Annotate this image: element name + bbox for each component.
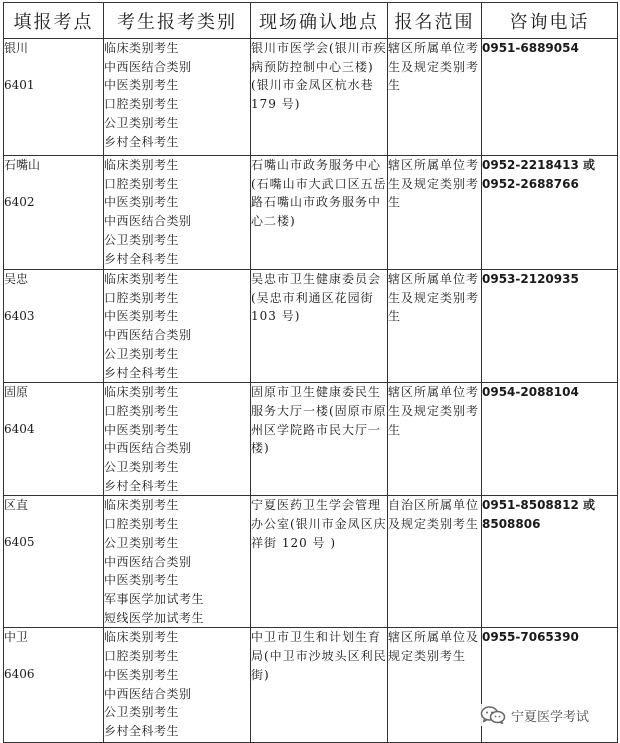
phone-cell: 0951-6889054 — [482, 39, 618, 156]
category-item: 公卫类别考生 — [104, 346, 180, 361]
region-cell — [4, 496, 104, 628]
header-category: 考生报考类别 — [104, 3, 251, 39]
category-item: 中医类别考生 — [104, 195, 180, 210]
category-item: 乡村全科考生 — [104, 478, 180, 493]
header-exam-site: 填报考点 — [4, 3, 104, 39]
phone-cell: 0955-7065390 — [482, 628, 618, 743]
region-name: 中卫 — [4, 630, 29, 645]
table-row — [4, 39, 618, 156]
category-item: 乡村全科考生 — [104, 723, 180, 738]
header-confirm-location: 现场确认地点 — [251, 3, 388, 39]
region-code: 6401 — [4, 77, 35, 92]
category-item: 口腔类别考生 — [104, 517, 180, 532]
scope-cell: 辖区所属单位考生及规定类别考生 — [388, 270, 482, 383]
scope-cell: 辖区所属单位考生及规定类别考生 — [388, 156, 482, 270]
region-code: 6402 — [4, 194, 35, 209]
category-cell — [104, 496, 251, 628]
region-code: 6403 — [4, 308, 35, 323]
category-item: 临床类别考生 — [104, 385, 180, 400]
table-header-row — [4, 3, 618, 39]
region-name: 银川 — [4, 41, 29, 55]
table-row — [4, 383, 618, 496]
confirm-location-cell: 宁夏医药卫生学会管理办公室(银川市金凤区庆祥街 120 号 ) — [251, 496, 388, 628]
category-item: 临床类别考生 — [104, 630, 180, 645]
phone-cell: 0952-2218413 或 0952-2688766 — [482, 156, 618, 270]
category-item: 口腔类别考生 — [104, 403, 180, 418]
category-item: 中医类别考生 — [104, 422, 180, 437]
scope-cell: 自治区所属单位及规定类别考生 — [388, 496, 482, 628]
header-phone: 咨询电话 — [482, 3, 618, 39]
phone-cell: 0954-2088104 — [482, 383, 618, 496]
confirm-location-cell: 石嘴山市政务服务中心(石嘴山市大武口区五岳路石嘴山市政务服务中心二楼) — [251, 156, 388, 270]
region-name: 固原 — [4, 385, 29, 400]
watermark-text: 宁夏医学考试 — [511, 709, 590, 725]
category-item: 口腔类别考生 — [104, 97, 180, 112]
category-item: 公卫类别考生 — [104, 535, 180, 550]
region-code: 6406 — [4, 667, 35, 682]
category-item: 军事医学加试考生 — [104, 591, 205, 606]
category-item: 临床类别考生 — [104, 41, 180, 55]
region-cell — [4, 39, 104, 156]
category-item: 临床类别考生 — [104, 158, 180, 172]
confirm-location-cell: 银川市医学会(银川市疾病预防控制中心三楼)(银川市金凤区杭水巷 179 号) — [251, 39, 388, 156]
category-item: 中西医结合类别 — [104, 328, 192, 343]
region-cell — [4, 156, 104, 270]
confirm-location-cell: 中卫市卫生和计划生育局(中卫市沙坡头区利民街) — [251, 628, 388, 743]
category-item: 口腔类别考生 — [104, 649, 180, 664]
region-name: 吴忠 — [4, 272, 29, 286]
category-cell — [104, 383, 251, 496]
category-cell — [104, 156, 251, 270]
category-item: 中西医结合类别 — [104, 59, 192, 74]
category-item: 短线医学加试考生 — [104, 610, 205, 625]
category-cell — [104, 270, 251, 383]
category-item: 中医类别考生 — [104, 78, 180, 93]
category-item: 口腔类别考生 — [104, 290, 180, 305]
exam-registration-table — [3, 2, 618, 743]
category-item: 临床类别考生 — [104, 272, 180, 286]
category-item: 中医类别考生 — [104, 667, 180, 682]
confirm-location-cell: 吴忠市卫生健康委员会(吴忠市利通区花园街 103 号) — [251, 270, 388, 383]
table-row — [4, 496, 618, 628]
category-item: 公卫类别考生 — [104, 232, 180, 247]
category-item: 公卫类别考生 — [104, 115, 180, 130]
scope-cell: 辖区所属单位及规定类别考生 — [388, 628, 482, 743]
region-name: 区直 — [4, 498, 29, 513]
category-item: 口腔类别考生 — [104, 176, 180, 191]
phone-cell: 0953-2120935 — [482, 270, 618, 383]
category-cell — [104, 39, 251, 156]
category-cell — [104, 628, 251, 743]
region-cell — [4, 383, 104, 496]
region-code: 6405 — [4, 535, 35, 550]
region-name: 石嘴山 — [4, 158, 41, 172]
category-item: 中西医结合类别 — [104, 441, 192, 456]
category-item: 乡村全科考生 — [104, 365, 180, 380]
category-item: 公卫类别考生 — [104, 705, 180, 720]
phone-cell: 0951-8508812 或 8508806 — [482, 496, 618, 628]
category-item: 公卫类别考生 — [104, 460, 180, 475]
region-cell — [4, 270, 104, 383]
category-item: 乡村全科考生 — [104, 251, 180, 266]
category-item: 临床类别考生 — [104, 498, 180, 513]
category-item: 乡村全科考生 — [104, 134, 180, 149]
scope-cell: 辖区所属单位考生及规定类别考生 — [388, 39, 482, 156]
category-item: 中西医结合类别 — [104, 554, 192, 569]
watermark — [476, 704, 593, 726]
region-code: 6404 — [4, 421, 35, 436]
table-row — [4, 270, 618, 383]
category-item: 中西医结合类别 — [104, 686, 192, 701]
confirm-location-cell: 固原市卫生健康委民生服务大厅一楼(固原市原州区学院路市民大厅一楼) — [251, 383, 388, 496]
scope-cell: 辖区所属单位考生及规定类别考生 — [388, 383, 482, 496]
category-item: 中西医结合类别 — [104, 214, 192, 229]
header-scope: 报名范围 — [388, 3, 482, 39]
table-row — [4, 156, 618, 270]
category-item: 中医类别考生 — [104, 309, 180, 324]
wechat-icon — [480, 706, 506, 724]
category-item: 中医类别考生 — [104, 573, 180, 588]
region-cell — [4, 628, 104, 743]
